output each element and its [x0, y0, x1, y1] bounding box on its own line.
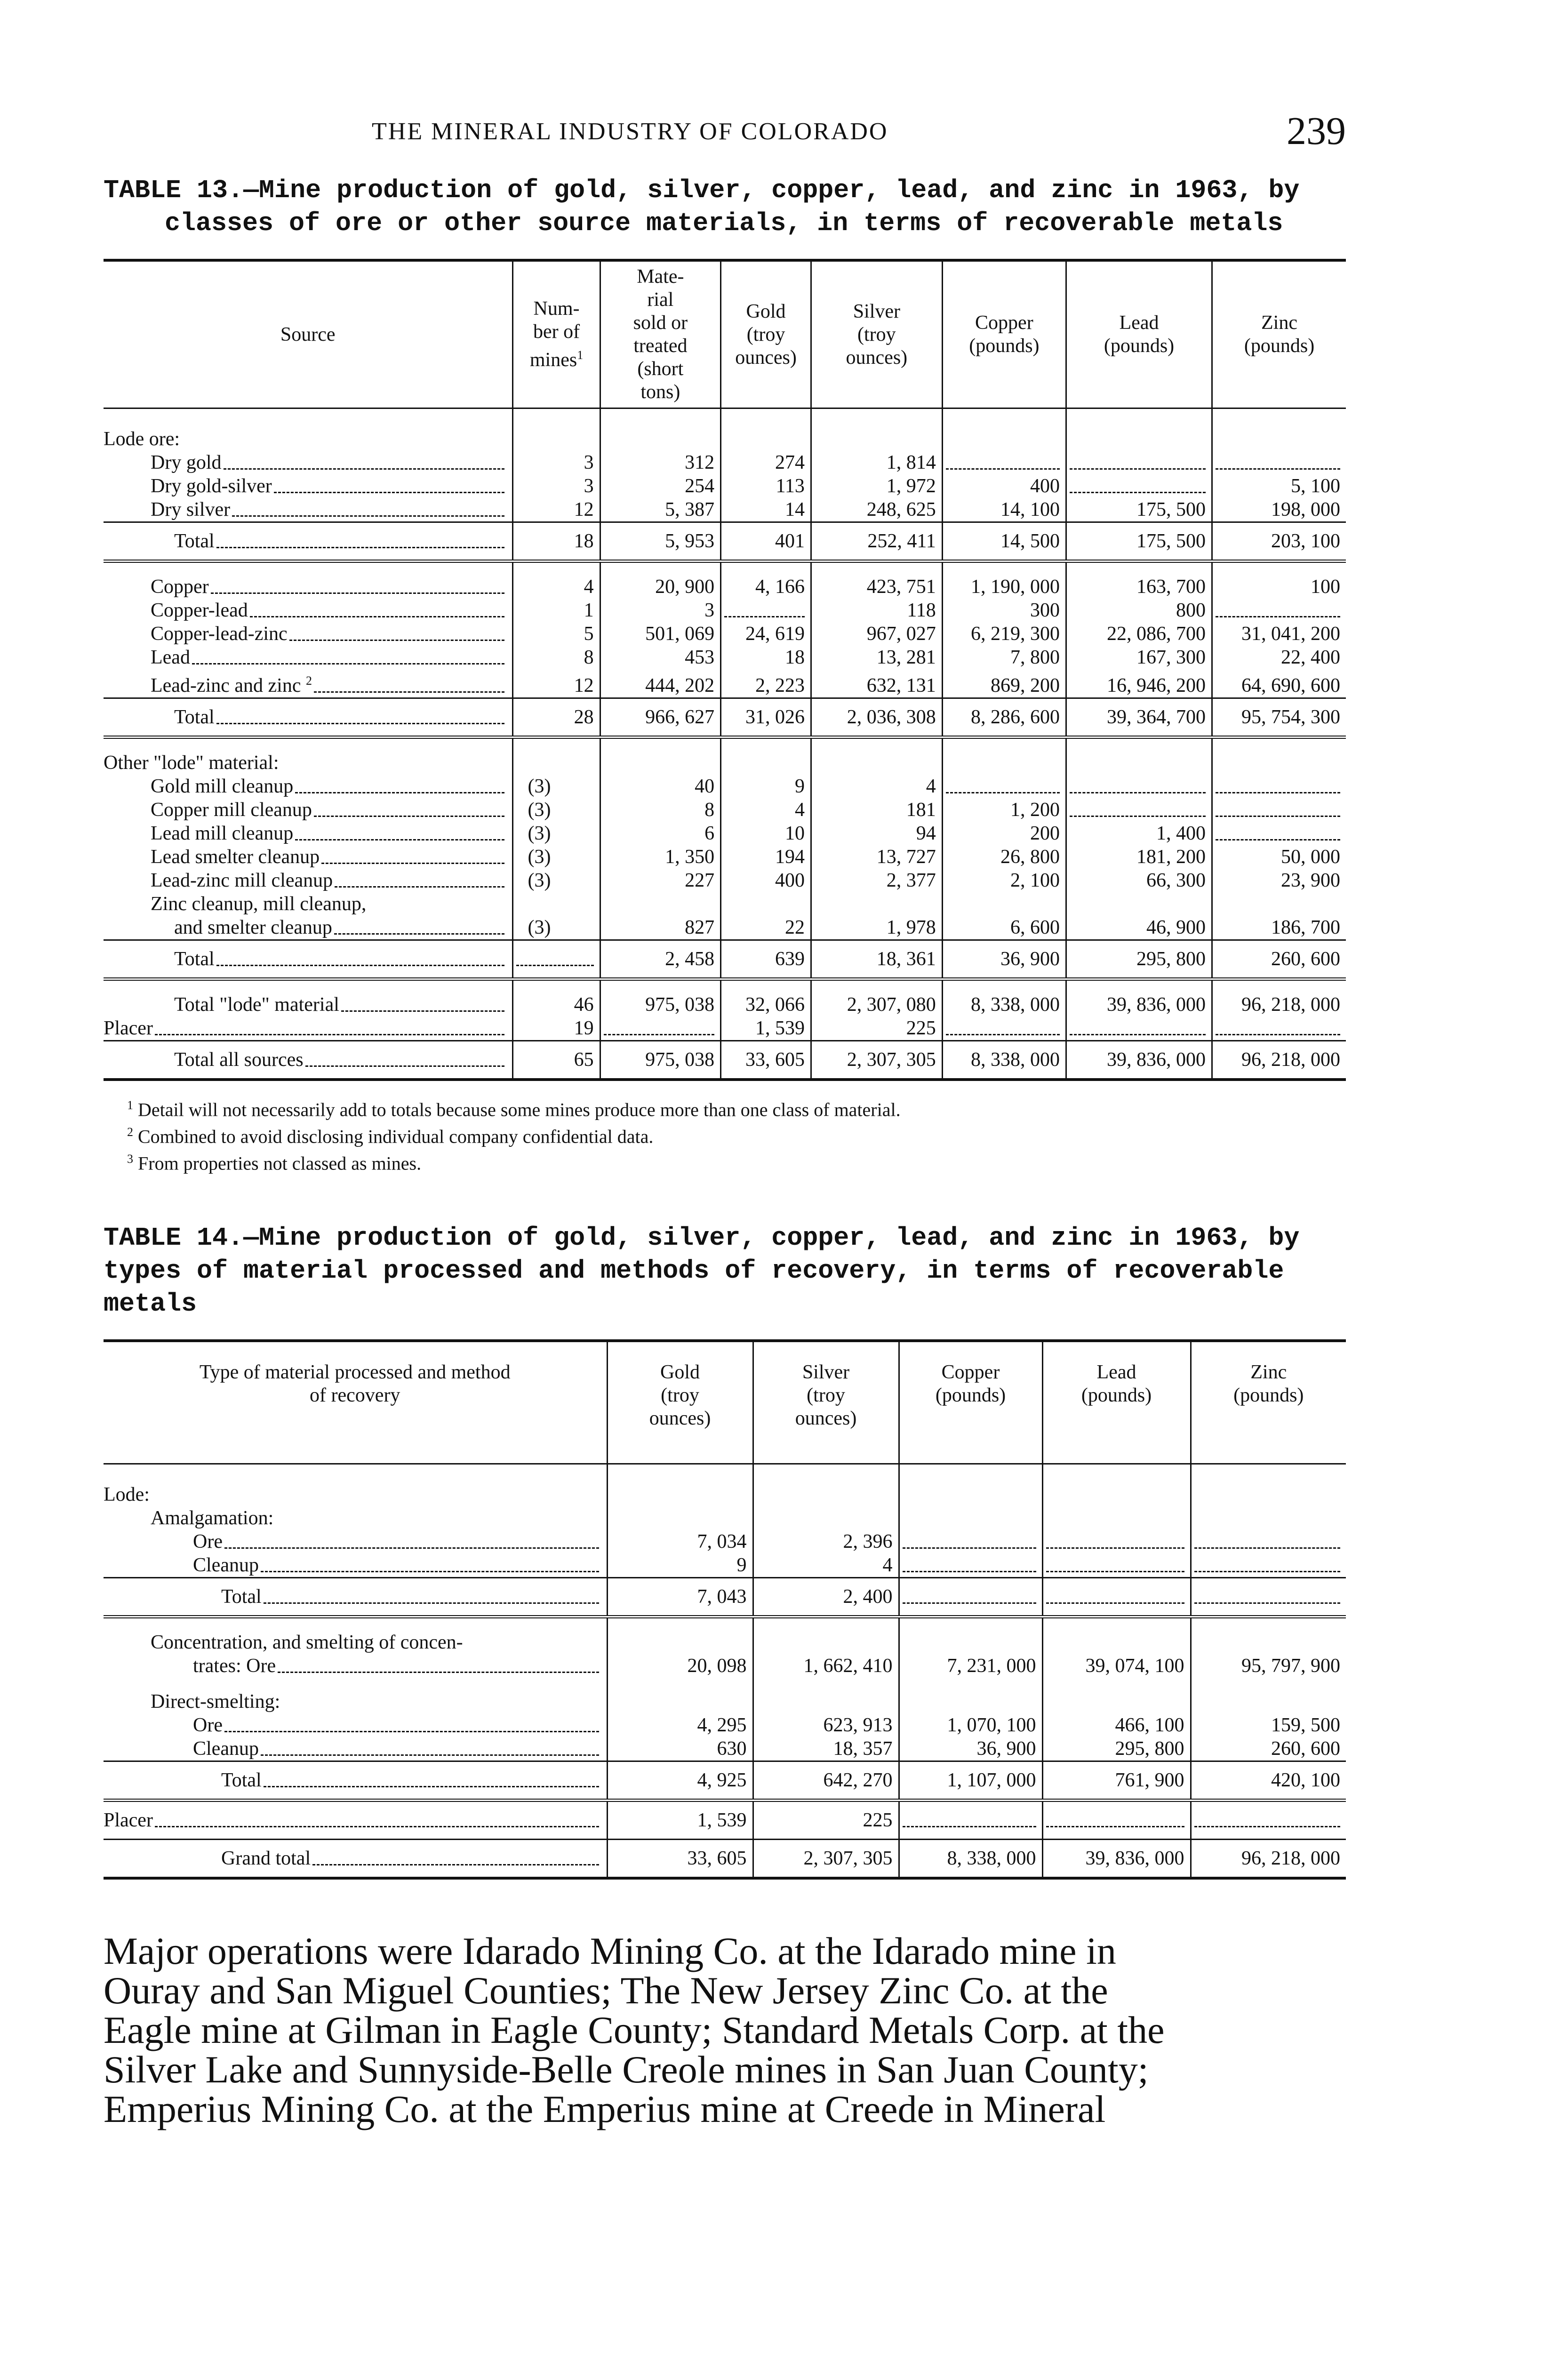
page-number: 239 — [1287, 109, 1346, 153]
table-row: Dry gold-silver 3 254 113 1, 972 400 5, 100 — [104, 474, 1346, 498]
table-row: Lode: — [104, 1464, 1346, 1506]
table-row: Direct-smelting: — [104, 1678, 1346, 1713]
table-row: Total 28 966, 627 31, 026 2, 036, 308 8, 286, 600 39, 364, 700 95, 754, 300 — [104, 698, 1346, 737]
table-row: Placer 19 1, 539 225 — [104, 1016, 1346, 1041]
table-row: Other "lode" material: — [104, 737, 1346, 775]
table-row: Lead-zinc mill cleanup (3) 227 400 2, 377 2, 100 66, 300 23, 900 — [104, 869, 1346, 892]
col-silver: Silver (troy ounces) — [811, 260, 942, 408]
footnote: $^2$ Combined to avoid disclosing individual company confidential data. — [127, 1125, 654, 1147]
table-row: Dry gold 3 312 274 1, 814 — [104, 451, 1346, 474]
table-row: Copper mill cleanup (3) 8 4 181 1, 200 — [104, 798, 1346, 822]
col-lead: Lead (pounds) — [1042, 1341, 1191, 1464]
table-row: Total "lode" material 46 975, 038 32, 066 2, 307, 080 8, 338, 000 39, 836, 000 96, 218, 000 — [104, 979, 1346, 1016]
col-mines: Num- ber of mines$^1$ — [513, 260, 600, 408]
col-gold: Gold (troy ounces) — [607, 1341, 753, 1464]
table-row: Lead-zinc and zinc $^2$ 12 444, 202 2, 223 632, 131 869, 200 16, 946, 200 64, 690, 600 — [104, 669, 1346, 698]
table-row: Lead smelter cleanup (3) 1, 350 194 13, 727 26, 800 181, 200 50, 000 — [104, 845, 1346, 869]
table-row: Zinc cleanup, mill cleanup, and smelter cleanup (3) 827 22 1, 978 6, 600 46, 900 186, 700 — [104, 892, 1346, 940]
document-page — [104, 108, 1346, 2129]
table-row: Ore 7, 034 2, 396 — [104, 1530, 1346, 1553]
footnote: $^1$ Detail will not necessarily add to totals because some mines produce more than one class of material. — [127, 1098, 901, 1120]
table-row: Ore 4, 295 623, 913 1, 070, 100 466, 100 159, 500 — [104, 1713, 1346, 1737]
table-13-caption: TABLE 13.—Mine production of gold, silver, copper, lead, and zinc in 1963, by classes of ore or other source materials, in terms of recoverable metals — [104, 176, 1300, 238]
table-row: Lode ore: — [104, 408, 1346, 451]
table-row: Lead mill cleanup (3) 6 10 94 200 1, 400 — [104, 822, 1346, 845]
col-zinc: Zinc (pounds) — [1212, 260, 1346, 408]
col-silver: Silver (troy ounces) — [753, 1341, 899, 1464]
col-source: Source — [104, 260, 513, 408]
col-gold: Gold (troy ounces) — [721, 260, 811, 408]
col-lead: Lead (pounds) — [1066, 260, 1212, 408]
running-head — [104, 108, 1346, 160]
table-row: Total all sources 65 975, 038 33, 605 2, 307, 305 8, 338, 000 39, 836, 000 96, 218, 000 — [104, 1040, 1346, 1080]
table-row: Placer 1, 539 225 — [104, 1800, 1346, 1839]
table-row: Cleanup 9 4 — [104, 1553, 1346, 1578]
col-copper: Copper (pounds) — [942, 260, 1066, 408]
table-row: Dry silver 12 5, 387 14 248, 625 14, 100 175, 500 198, 000 — [104, 498, 1346, 522]
table-row: Total 18 5, 953 401 252, 411 14, 500 175, 500 203, 100 — [104, 522, 1346, 561]
table-13 — [104, 259, 1346, 1081]
table-row: Cleanup 630 18, 357 36, 900 295, 800 260, 600 — [104, 1737, 1346, 1761]
col-zinc: Zinc (pounds) — [1191, 1341, 1346, 1464]
table-row: Copper-lead-zinc 5 501, 069 24, 619 967, 027 6, 219, 300 22, 086, 700 31, 041, 200 — [104, 622, 1346, 646]
table-row: Total 2, 458 639 18, 361 36, 900 295, 800 260, 600 — [104, 940, 1346, 979]
running-title: THE MINERAL INDUSTRY OF COLORADO — [372, 118, 888, 145]
table-13-footnotes — [104, 1094, 1346, 1175]
table-14 — [104, 1339, 1346, 1880]
table-row: Lead 8 453 18 13, 281 7, 800 167, 300 22, 400 — [104, 646, 1346, 669]
footnote: $^3$ From properties not classed as mines. — [127, 1152, 422, 1174]
body-paragraph: Major operations were Idarado Mining Co. at the Idarado mine in Ouray and San Miguel Counties; The New Jersey Zinc Co. at the Eagle mine at Gilman in Eagle County; Standard Metals Corp. at the Silver Lake and Sunnyside-Belle Creole mines in San Juan County; Emperius Mining Co. at the Emperius mine at Creede in Mineral — [104, 1929, 1165, 2130]
table-row: Amalgamation: — [104, 1506, 1346, 1530]
col-material: Mate- rial sold or treated (short tons) — [600, 260, 721, 408]
table-row: Total 7, 043 2, 400 — [104, 1577, 1346, 1617]
table-row: Grand total 33, 605 2, 307, 305 8, 338, 000 39, 836, 000 96, 218, 000 — [104, 1839, 1346, 1878]
table-row: Copper 4 20, 900 4, 166 423, 751 1, 190, 000 163, 700 100 — [104, 561, 1346, 599]
table-row: Gold mill cleanup (3) 40 9 4 — [104, 775, 1346, 798]
col-copper: Copper (pounds) — [899, 1341, 1042, 1464]
table-row: Total 4, 925 642, 270 1, 107, 000 761, 900 420, 100 — [104, 1761, 1346, 1800]
table-14-caption: TABLE 14.—Mine production of gold, silver, copper, lead, and zinc in 1963, by types of material processed and methods of recovery, in terms of recoverable metals — [104, 1223, 1300, 1319]
col-type: Type of material processed and method of recovery — [104, 1341, 607, 1464]
table-row: Copper-lead 1 3 118 300 800 — [104, 599, 1346, 622]
table-row: Concentration, and smelting of concen- trates: Ore 20, 098 1, 662, 410 7, 231, 000 39, 074, 100 95, 797, 900 — [104, 1617, 1346, 1678]
